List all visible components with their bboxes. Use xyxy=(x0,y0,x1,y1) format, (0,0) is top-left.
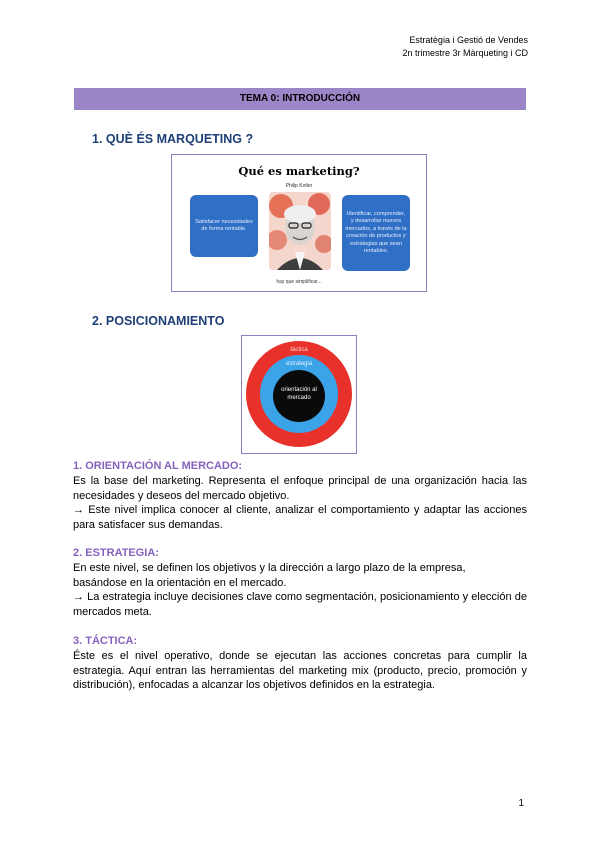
definition-box-right: Identificar, comprender, y desarrollar nuevos mercados, a través de la creación de productos y estrategias que sean rentables. xyxy=(342,195,410,271)
page-number: 1 xyxy=(518,798,524,809)
block-heading: 3. TÁCTICA: xyxy=(73,635,138,647)
block-heading: 2. ESTRATEGIA: xyxy=(73,547,159,559)
block-paragraph: Éste es el nivel operativo, donde se ejecutan las acciones concretas para cumplir la estrategia. Aquí entran las herramientas del marketing mix (producto, precio, promoción y distribución), enfocadas a alcanzar los objetivos definidos en la estrategia. xyxy=(73,650,527,692)
image-author: Philip Kotler xyxy=(285,183,313,189)
kotler-portrait-icon xyxy=(269,192,331,270)
block-orientacion xyxy=(73,459,527,532)
image-title: Qué es marketing? xyxy=(238,164,360,178)
block-estrategia xyxy=(73,546,527,619)
block-paragraph: → Este nivel implica conocer al cliente, analizar el comportamiento y adaptar las acciones para satisfacer sus demandas. xyxy=(73,504,527,531)
header-course: Estratègia i Gestió de Vendes xyxy=(409,35,528,45)
header-term: 2n trimestre 3r Màrqueting i CD xyxy=(402,48,528,58)
definition-box-left: Satisfacer necesidades de forma rentable. xyxy=(190,195,258,257)
block-paragraph-line: basándose en la orientación en el mercado. xyxy=(73,576,287,589)
block-heading: 1. ORIENTACIÓN AL MERCADO: xyxy=(73,460,243,472)
block-paragraph-line: En este nivel, se definen los objetivos y la dirección a largo plazo de la empresa, xyxy=(73,562,466,575)
block-tactica xyxy=(73,634,527,693)
image-footer: hay que simplificar... xyxy=(276,279,322,285)
section-heading-positioning: 2. POSICIONAMIENTO xyxy=(92,314,225,328)
marketing-definition-image xyxy=(171,154,427,292)
portrait-image xyxy=(269,192,331,270)
ring-label-orientacion: orientación al mercado xyxy=(281,387,317,401)
block-paragraph: Es la base del marketing. Representa el enfoque principal de una organización hacia las necesidades y deseos del mercado objetivo. xyxy=(73,475,527,502)
page-header xyxy=(402,34,528,60)
topic-title-bar: TEMA 0: INTRODUCCIÓN xyxy=(74,88,526,110)
ring-label-tactica: táctica xyxy=(290,347,308,353)
positioning-diagram xyxy=(241,335,357,454)
ring-label-estrategia: estrategia xyxy=(285,361,313,367)
block-paragraph: → La estrategia incluye decisiones clave como segmentación, posicionamiento y elección de mercados meta. xyxy=(73,591,527,618)
section-heading-marketing: 1. QUÈ ÉS MARQUETING ? xyxy=(92,132,254,146)
